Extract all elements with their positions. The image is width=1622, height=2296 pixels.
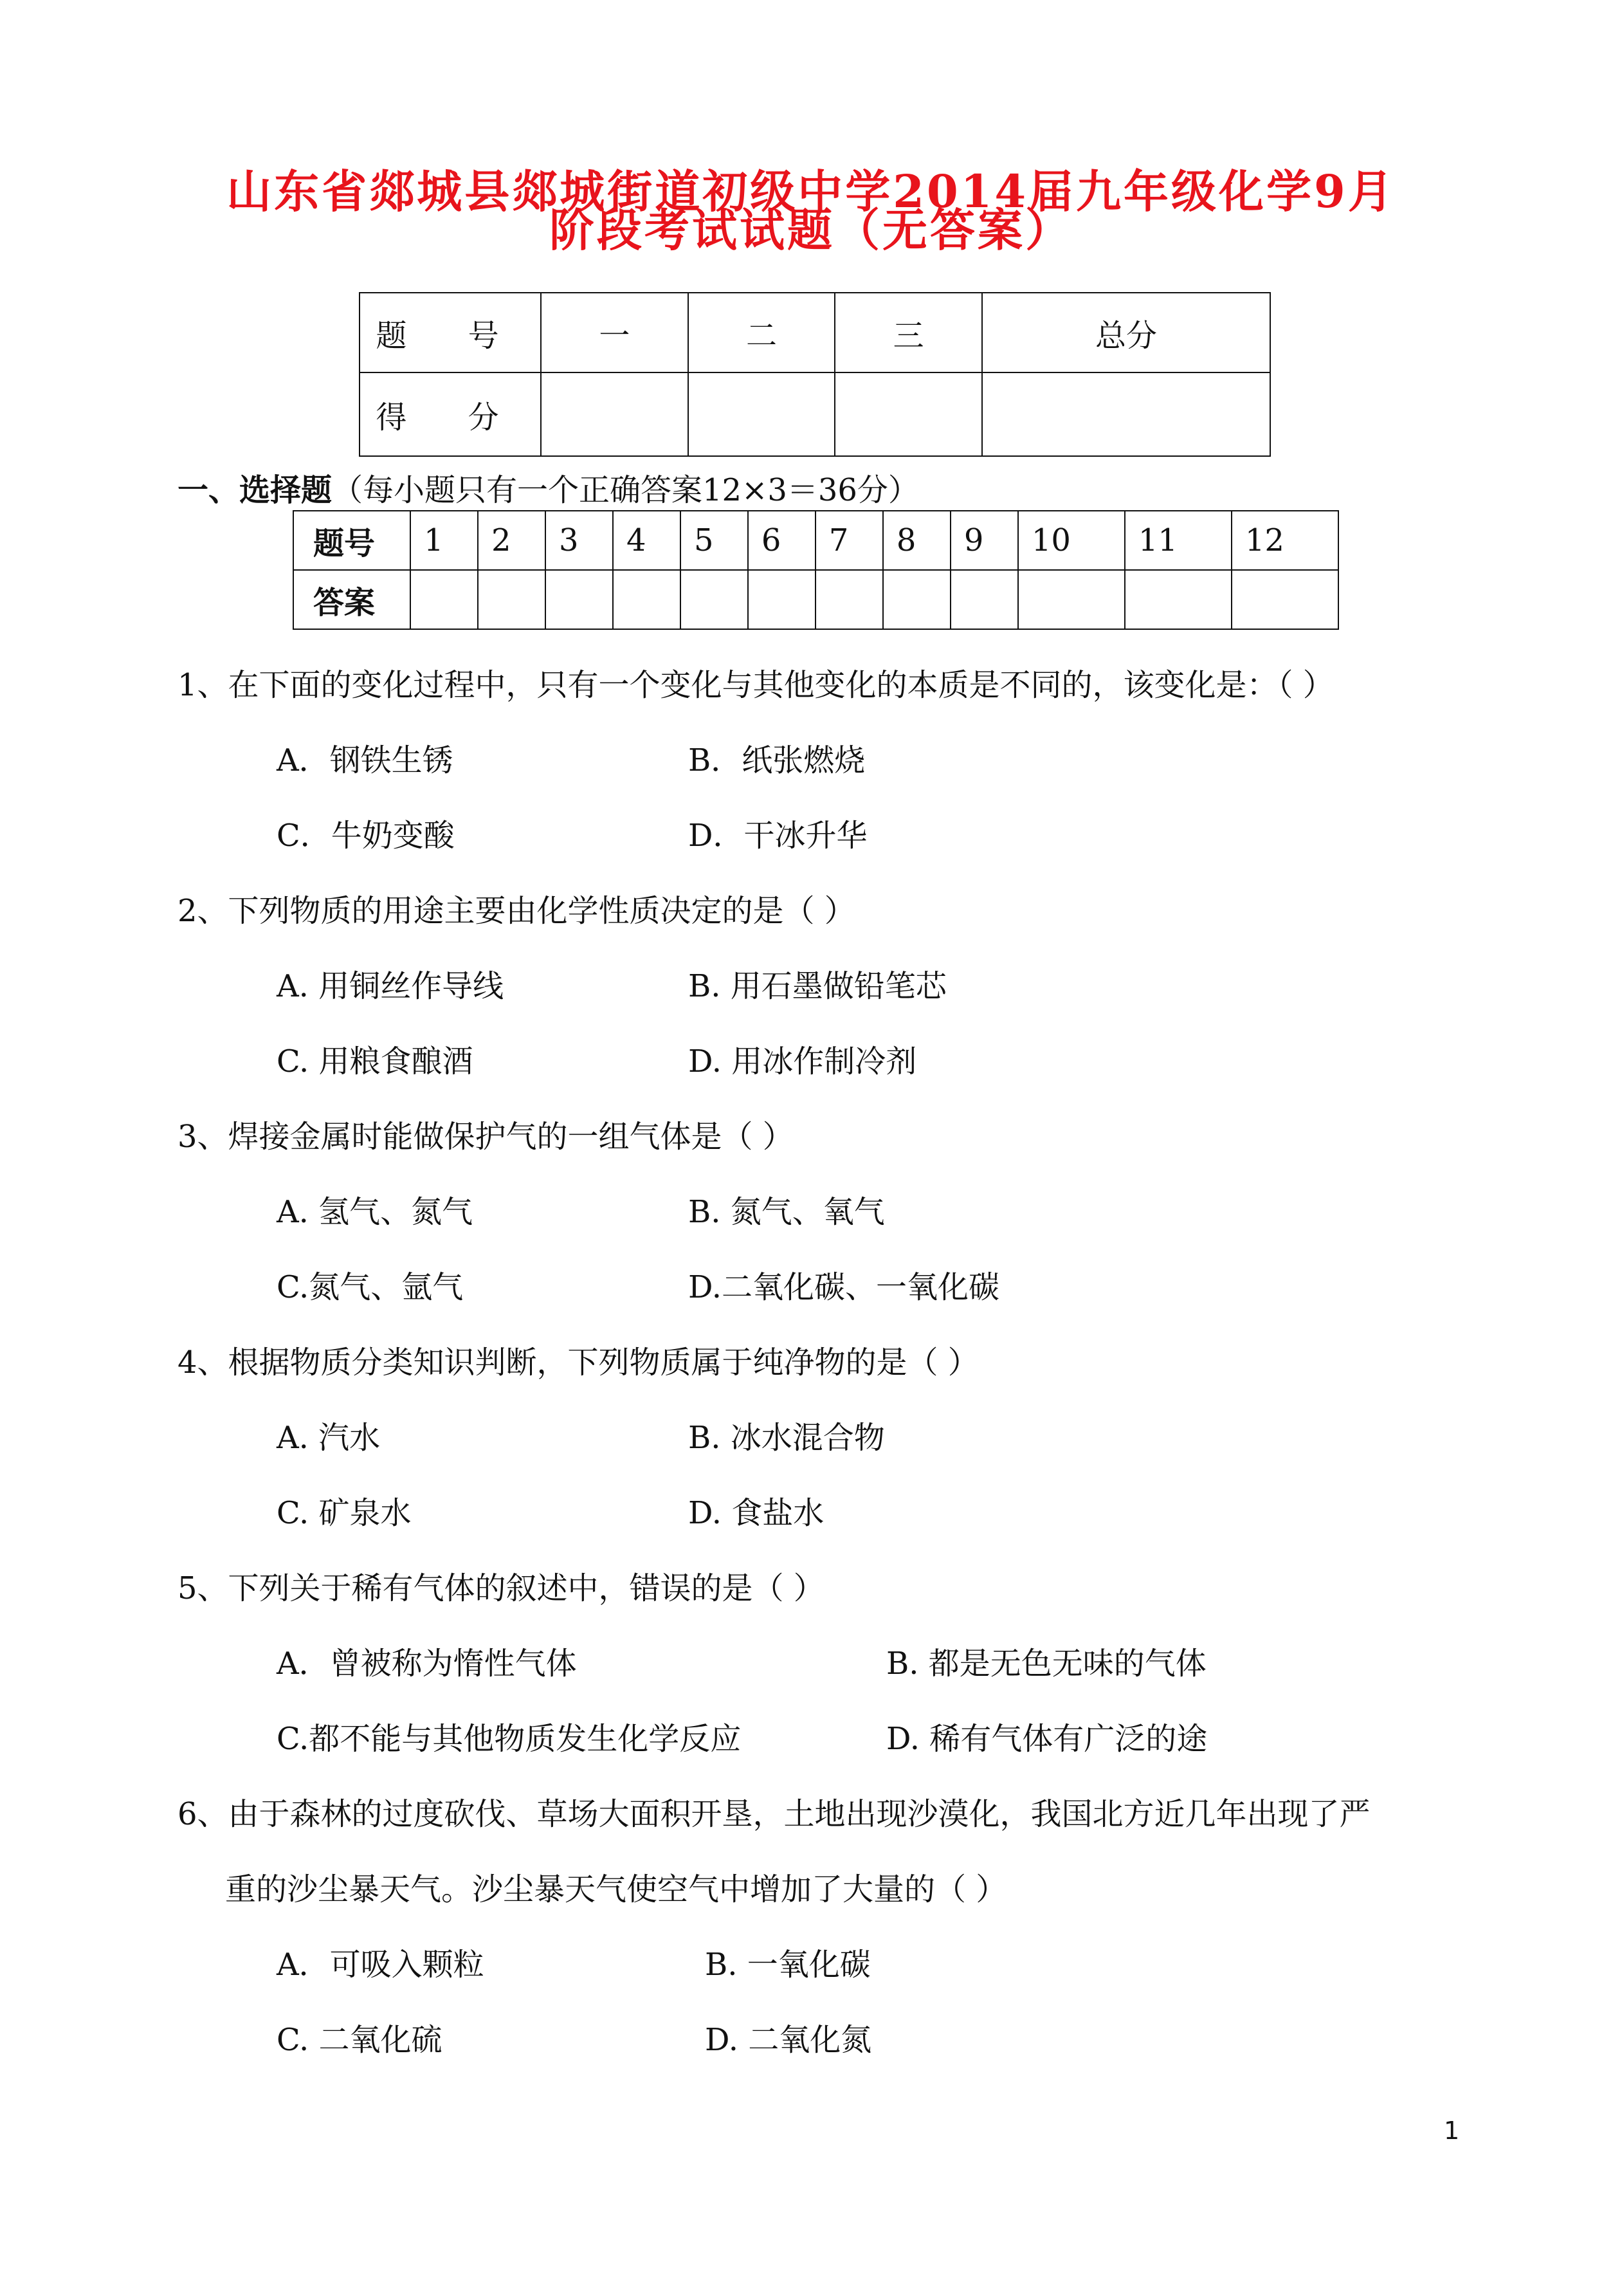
- answer-cell[interactable]: [816, 570, 883, 629]
- section-heading: [178, 465, 919, 510]
- question-1-option-a: A．钢铁生锈: [277, 742, 453, 778]
- question-2-option-c: C. 用粮食酿酒: [277, 1043, 473, 1079]
- question-4-stem: 4、根据物质分类知识判断，下列物质属于纯净物的是（ ）: [178, 1345, 979, 1381]
- question-2-option-b: B. 用石墨做铅笔芯: [688, 968, 947, 1004]
- answer-cell[interactable]: [748, 570, 816, 629]
- question-3-option-d: D.二氧化碳、一氧化碳: [688, 1269, 1000, 1305]
- answer-cell[interactable]: [410, 570, 478, 629]
- table-cell: 二: [688, 293, 835, 372]
- section-heading-bold: 一、选择题: [178, 472, 333, 508]
- answer-table: [293, 510, 1339, 630]
- table-row: [360, 372, 1270, 456]
- question-3-option-c: C.氮气、氩气: [277, 1269, 464, 1305]
- table-cell: 6: [748, 511, 816, 570]
- question-4-option-a: A. 汽水: [277, 1420, 381, 1456]
- question-6-option-c: C. 二氧化硫: [277, 2022, 442, 2058]
- question-5-option-c: C.都不能与其他物质发生化学反应: [277, 1721, 742, 1757]
- table-cell: 8: [883, 511, 951, 570]
- answer-cell[interactable]: [1232, 570, 1338, 629]
- table-cell: 题号: [293, 511, 410, 570]
- question-2-option-d: D. 用冰作制冷剂: [688, 1043, 917, 1079]
- table-cell: [688, 372, 835, 456]
- table-cell: 3: [545, 511, 613, 570]
- table-cell: 得 分: [360, 372, 541, 456]
- table-cell: 三: [835, 293, 982, 372]
- question-1-option-b: B．纸张燃烧: [688, 742, 866, 778]
- table-row: [293, 511, 1338, 570]
- table-cell: 总分: [982, 293, 1270, 372]
- question-5-option-a: A．曾被称为惰性气体: [277, 1646, 577, 1682]
- question-1-option-d: D．干冰升华: [688, 818, 868, 854]
- table-cell: 答案: [293, 570, 410, 629]
- question-4-option-c: C. 矿泉水: [277, 1495, 412, 1531]
- answer-cell[interactable]: [1125, 570, 1232, 629]
- table-cell: 7: [816, 511, 883, 570]
- answer-cell[interactable]: [613, 570, 680, 629]
- question-6-stem: 6、由于森林的过度砍伐、草场大面积开垦，土地出现沙漠化，我国北方近几年出现了严: [178, 1796, 1371, 1832]
- answer-cell[interactable]: [951, 570, 1018, 629]
- table-cell: 1: [410, 511, 478, 570]
- score-table: [359, 292, 1271, 457]
- question-1-option-c: C．牛奶变酸: [277, 818, 455, 854]
- table-row: [360, 293, 1270, 372]
- question-2-stem: 2、下列物质的用途主要由化学性质决定的是（ ）: [178, 893, 855, 929]
- table-cell: 题 号: [360, 293, 541, 372]
- table-cell: 10: [1018, 511, 1125, 570]
- question-4-option-b: B. 冰水混合物: [688, 1420, 885, 1456]
- page-title-line2: 阶段考试试题（无答案）: [549, 203, 1073, 257]
- question-5-option-d: D. 稀有气体有广泛的途: [886, 1721, 1208, 1757]
- answer-cell[interactable]: [680, 570, 748, 629]
- question-1-stem: 1、在下面的变化过程中，只有一个变化与其他变化的本质是不同的，该变化是：（ ）: [178, 667, 1334, 703]
- question-3-stem: 3、焊接金属时能做保护气的一组气体是（ ）: [178, 1119, 794, 1155]
- question-2-option-a: A. 用铜丝作导线: [277, 968, 504, 1004]
- question-5-stem: 5、下列关于稀有气体的叙述中，错误的是（ ）: [178, 1570, 825, 1606]
- answer-cell[interactable]: [545, 570, 613, 629]
- page-number: 1: [1444, 2117, 1460, 2145]
- table-cell: 2: [478, 511, 545, 570]
- table-cell: [982, 372, 1270, 456]
- table-cell: [835, 372, 982, 456]
- question-5-option-b: B. 都是无色无味的气体: [886, 1646, 1207, 1682]
- table-cell: [541, 372, 688, 456]
- question-6-option-b: B. 一氧化碳: [705, 1947, 871, 1983]
- page-title-line1: 山东省郯城县郯城街道初级中学2014届九年级化学9月: [226, 165, 1396, 218]
- section-heading-note: （每小题只有一个正确答案12×3＝36分）: [332, 472, 919, 508]
- question-6-option-a: A．可吸入颗粒: [277, 1947, 484, 1983]
- table-row: [293, 570, 1338, 629]
- question-6-option-d: D. 二氧化氮: [705, 2022, 872, 2058]
- question-4-option-d: D. 食盐水: [688, 1495, 825, 1531]
- table-cell: 4: [613, 511, 680, 570]
- table-cell: 12: [1232, 511, 1338, 570]
- question-3-option-b: B. 氮气、氧气: [688, 1194, 885, 1230]
- table-cell: 11: [1125, 511, 1232, 570]
- table-cell: 一: [541, 293, 688, 372]
- question-3-option-a: A. 氢气、氮气: [277, 1194, 473, 1230]
- answer-cell[interactable]: [1018, 570, 1125, 629]
- question-6-stem-continued: 重的沙尘暴天气。沙尘暴天气使空气中增加了大量的（ ）: [225, 1871, 1007, 1907]
- table-cell: 5: [680, 511, 748, 570]
- answer-cell[interactable]: [883, 570, 951, 629]
- answer-cell[interactable]: [478, 570, 545, 629]
- table-cell: 9: [951, 511, 1018, 570]
